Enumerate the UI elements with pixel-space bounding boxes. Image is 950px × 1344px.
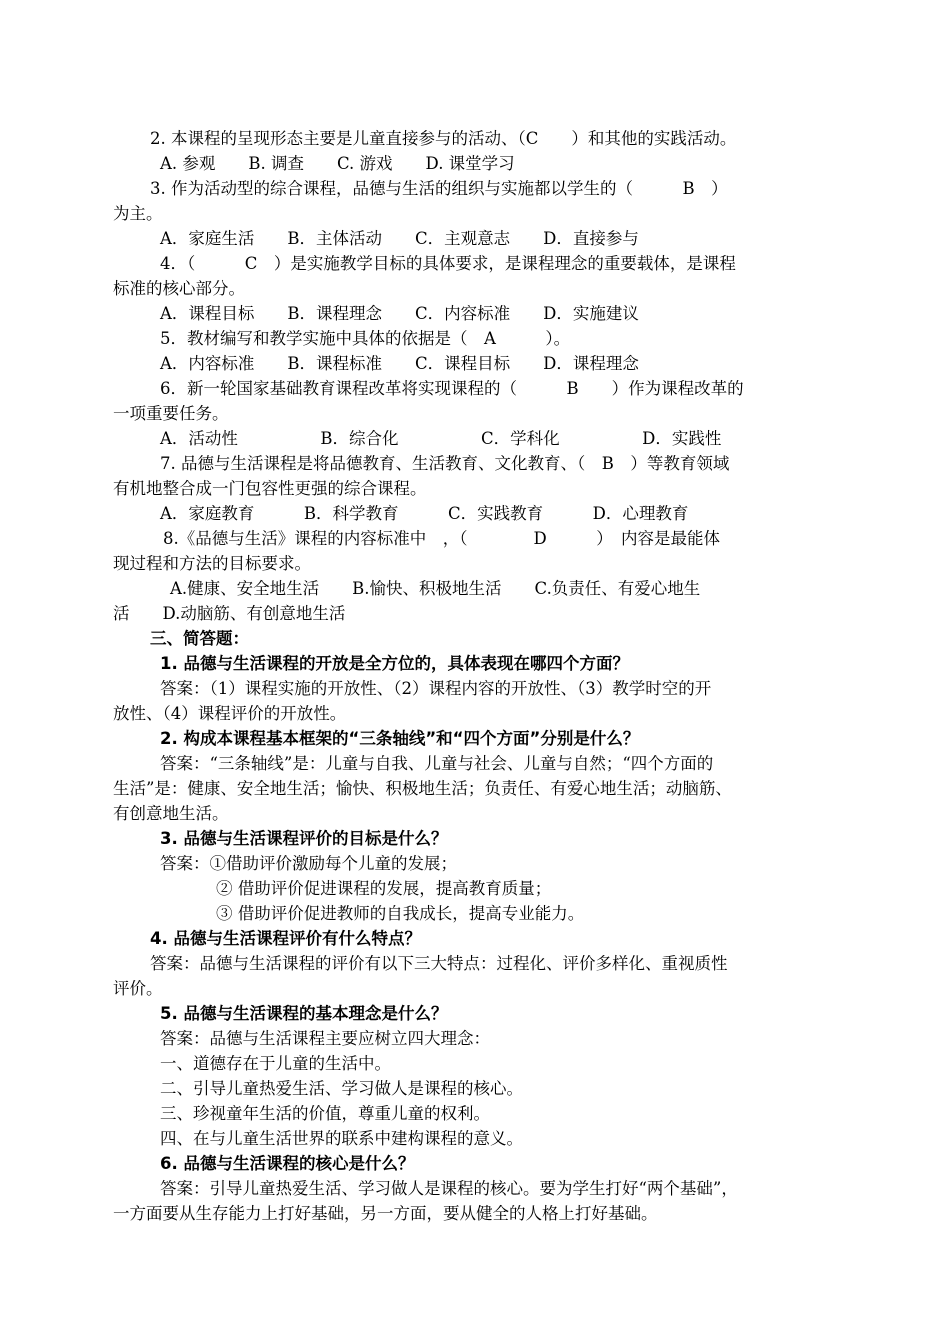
short-question-2: 2. 构成本课程基本框架的“三条轴线”和“四个方面”分别是什么？ <box>160 729 640 748</box>
answer-6: 答案：引导儿童热爱生活、学习做人是课程的核心。要为学生打好“两个基础”， <box>160 1179 738 1198</box>
question-5-options: A．内容标准 B．课程标准 C．课程目标 D．课程理念 <box>160 354 639 373</box>
question-2-options: A. 参观 B. 调查 C. 游戏 D. 课堂学习 <box>160 154 515 173</box>
question-4-options: A．课程目标 B．课程理念 C．内容标准 D．实施建议 <box>160 304 639 323</box>
answer-5-item-2: 二、引导儿童热爱生活、学习做人是课程的核心。 <box>160 1079 523 1098</box>
answer-3-item-3: ③ 借助评价促进教师的自我成长，提高专业能力。 <box>216 904 585 923</box>
answer-5-item-1: 一、道德存在于儿童的生活中。 <box>160 1054 391 1073</box>
answer-3-item-2: ② 借助评价促进课程的发展，提高教育质量； <box>216 879 552 898</box>
question-6-options: A．活动性 B．综合化 C．学科化 D．实践性 <box>160 429 722 448</box>
answer-5-item-4: 四、在与儿童生活世界的联系中建构课程的意义。 <box>160 1129 523 1148</box>
question-6: 6．新一轮国家基础教育课程改革将实现课程的（ B ）作为课程改革的 <box>160 379 744 398</box>
question-3: 3. 作为活动型的综合课程，品德与生活的组织与实施都以学生的（ B ） <box>150 179 728 198</box>
short-question-1: 1. 品德与生活课程的开放是全方位的，具体表现在哪四个方面？ <box>160 654 629 673</box>
question-7: 7. 品德与生活课程是将品德教育、生活教育、文化教育、（ B ）等教育领域 <box>160 454 730 473</box>
answer-2: 答案：“三条轴线”是：儿童与自我、儿童与社会、儿童与自然；“四个方面的 <box>160 754 714 773</box>
question-4: 4．（ C ）是实施教学目标的具体要求，是课程理念的重要载体，是课程 <box>160 254 736 273</box>
question-3-options: A．家庭生活 B．主体活动 C．主观意志 D．直接参与 <box>160 229 639 248</box>
question-3-cont: 为主。 <box>113 204 163 223</box>
answer-6-cont: 一方面要从生存能力上打好基础，另一方面，要从健全的人格上打好基础。 <box>113 1204 658 1223</box>
answer-2-cont: 生活”是：健康、安全地生活；愉快、积极地生活；负责任、有爱心地生活；动脑筋、 <box>113 779 732 798</box>
short-question-6: 6. 品德与生活课程的核心是什么？ <box>160 1154 415 1173</box>
short-question-5: 5. 品德与生活课程的基本理念是什么？ <box>160 1004 448 1023</box>
answer-4-cont: 评价。 <box>113 979 163 998</box>
question-6-cont: 一项重要任务。 <box>113 404 229 423</box>
question-2: 2. 本课程的呈现形态主要是儿童直接参与的活动、（C ）和其他的实践活动。 <box>150 129 737 148</box>
question-5: 5．教材编写和教学实施中具体的依据是（ A ）。 <box>160 329 571 348</box>
answer-1-cont: 放性、（4）课程评价的开放性。 <box>113 704 347 723</box>
question-8-cont: 现过程和方法的目标要求。 <box>113 554 311 573</box>
answer-5-item-3: 三、珍视童年生活的价值，尊重儿童的权利。 <box>160 1104 490 1123</box>
short-question-4: 4. 品德与生活课程评价有什么特点？ <box>150 929 421 948</box>
question-8-options: A.健康、安全地生活 B.愉快、积极地生活 C.负责任、有爱心地生 <box>170 579 701 598</box>
short-question-3: 3. 品德与生活课程评价的目标是什么？ <box>160 829 448 848</box>
answer-3: 答案：①借助评价激励每个儿童的发展； <box>160 854 457 873</box>
question-7-options: A．家庭教育 B．科学教育 C．实践教育 D．心理教育 <box>160 504 689 523</box>
answer-2-cont-2: 有创意地生活。 <box>113 804 229 823</box>
question-8-options-cont: 活 D.动脑筋、有创意地生活 <box>113 604 346 623</box>
answer-5: 答案：品德与生活课程主要应树立四大理念： <box>160 1029 490 1048</box>
question-4-cont: 标准的核心部分。 <box>113 279 245 298</box>
answer-4: 答案：品德与生活课程的评价有以下三大特点：过程化、评价多样化、重视质性 <box>150 954 728 973</box>
question-8: 8.《品德与生活》课程的内容标准中 ，（ D ） 内容是最能体 <box>163 529 720 548</box>
answer-1: 答案：（1）课程实施的开放性、（2）课程内容的开放性、（3）教学时空的开 <box>160 679 712 698</box>
question-7-cont: 有机地整合成一门包容性更强的综合课程。 <box>113 479 427 498</box>
section-heading-short-answer: 三、简答题： <box>150 629 249 648</box>
